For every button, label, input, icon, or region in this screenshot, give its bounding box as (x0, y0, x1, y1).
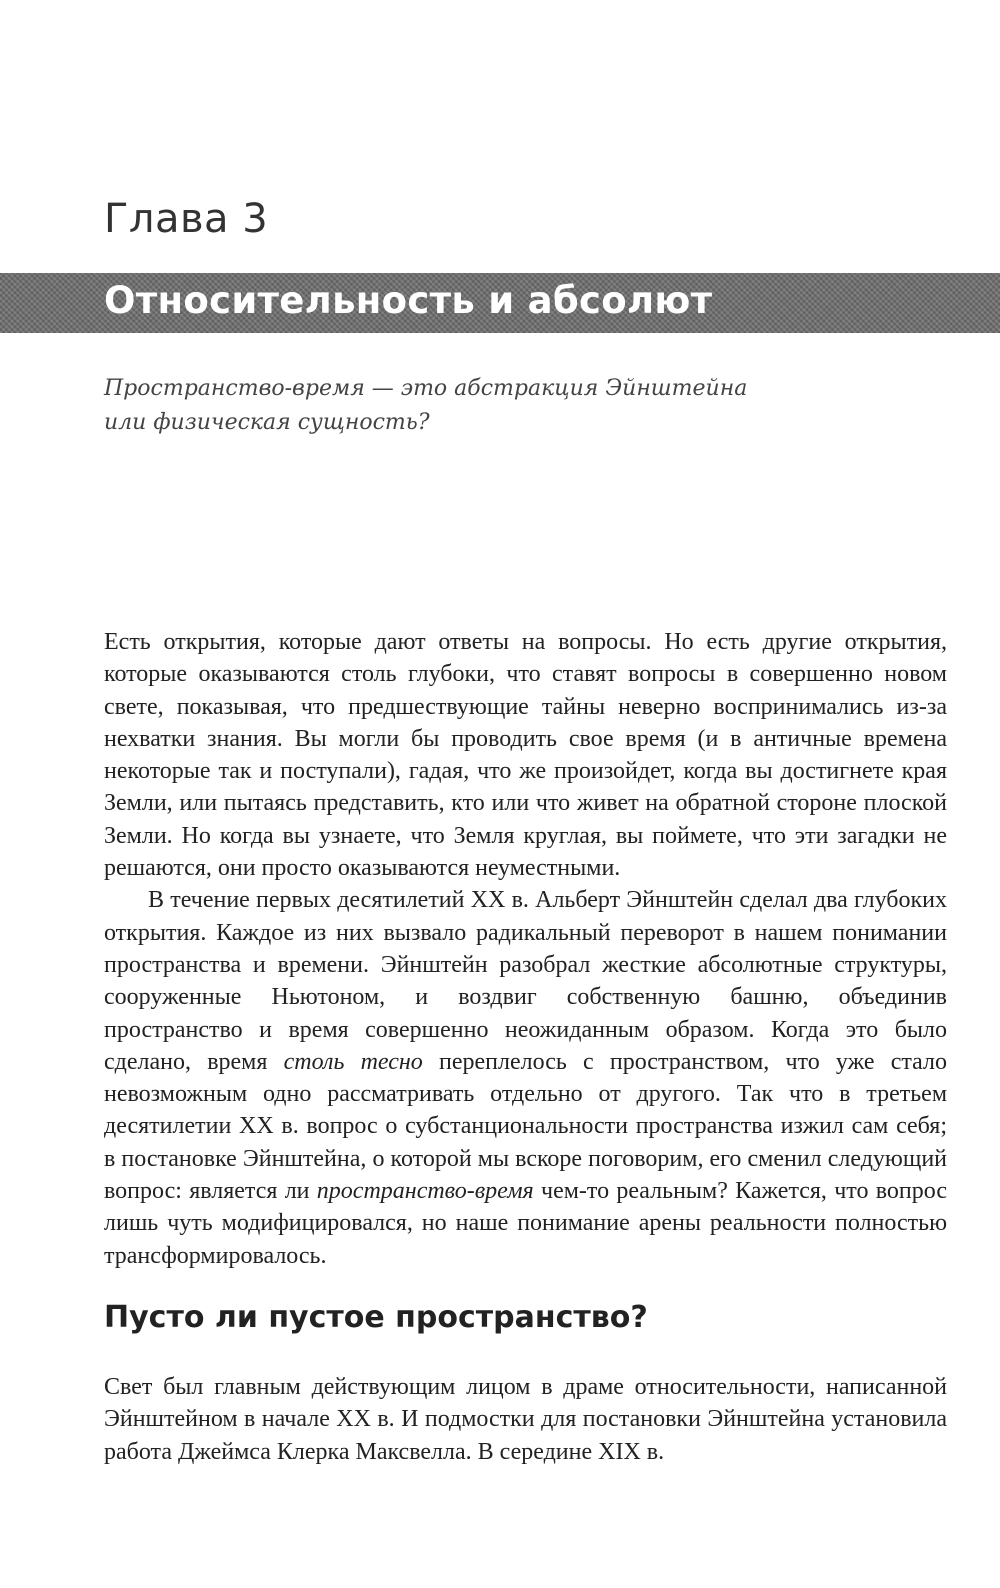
chapter-label: Глава 3 (104, 196, 269, 242)
chapter-title: Относительность и абсолют (104, 279, 713, 322)
chapter-title-band (0, 273, 1000, 333)
epigraph-line: Пространство-время — это абстракция Эйнштейна (104, 376, 748, 401)
emphasis-text: столь тесно (283, 1048, 423, 1075)
emphasis-text: пространство-время (316, 1178, 534, 1205)
text-run: чем-то реальным? Кажется, что вопрос лишь чуть модифицировался, но наше понимание арены реальности полностью трансформировалось. (104, 1178, 947, 1269)
intro-paragraph-1: Есть открытия, которые дают ответы на вопросы. Но есть другие открытия, которые оказываются столь глубоки, что ставят вопросы в совершенно новом свете, показывая, что предшествующие тайны неверно воспринимались из-за нехватки знания. Вы могли бы проводить свое время (и в античные времена некоторые так и поступали), гадая, что же произойдет, когда вы достигнете края Земли, или пытаясь представить, кто или что живет на обратной стороне плоской Земли. Но когда вы узнаете, что Земля круглая, вы поймете, что эти загадки не решаются, они просто оказываются неуместными. (104, 629, 947, 882)
intro-text (104, 626, 947, 1272)
text-run: переплелось с пространством, что уже стало невозможным одно рассматривать отдельно от другого. Так что в третьем десятилетии XX в. вопрос о субстанциональности пространства изжил сам себя; в постановке Эйнштейна, о которой мы вскоре поговорим, его сменил следующий вопрос: является ли (104, 1048, 947, 1205)
epigraph-line: или физическая сущность? (104, 410, 430, 435)
text-run: В течение первых десятилетий XX в. Альберт Эйнштейн сделал два глубоких открытия. Каждое из них вызвало радикальный переворот в нашем понимании пространства и времени. Эйнштейн разобрал жесткие абсолютные структуры, сооруженные Ньютоном, и воздвиг собственную башню, объединив пространство и время совершенно неожиданным образом. Когда это было сделано, время (104, 887, 947, 1075)
section-paragraph-1: Свет был главным действующим лицом в драме относительности, написанной Эйнштейном в начале XX в. И подмостки для постановки Эйнштейна установила работа Джеймса Клерка Максвелла. В середине XIX в. (104, 1374, 947, 1465)
section-heading: Пусто ли пустое пространство? (104, 1300, 648, 1335)
section-text (104, 1371, 947, 1468)
epigraph (104, 372, 924, 440)
intro-paragraph-2 (104, 884, 947, 1272)
